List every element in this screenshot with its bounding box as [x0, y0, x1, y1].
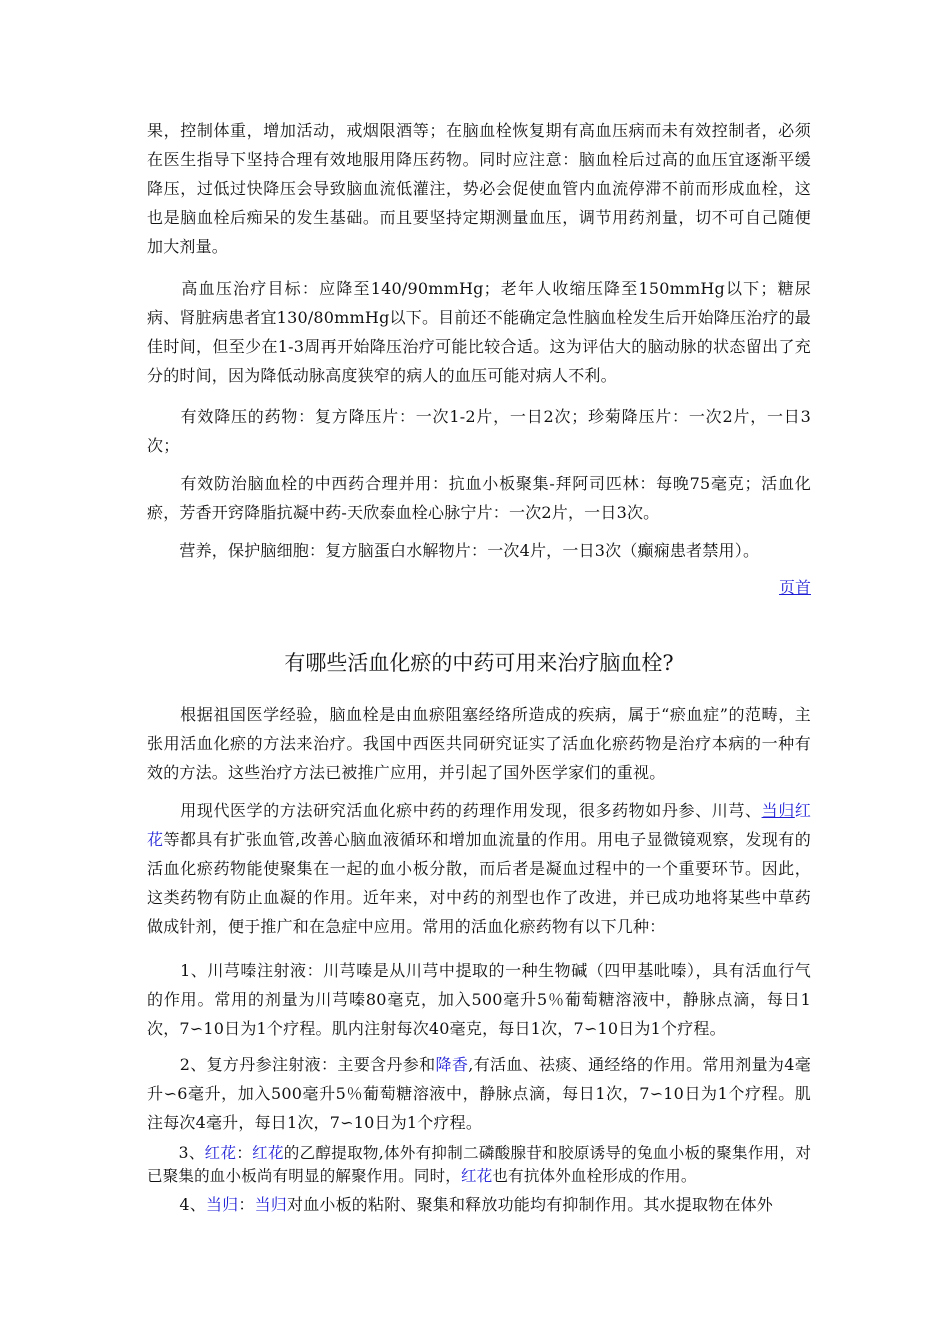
paragraph-combined-drugs: 有效防治脑血栓的中西药合理并用：抗血小板聚集-拜阿司匹林：每晚75毫克；活血化瘀，芳香开窍降脂抗凝中药-天欣泰血栓心脉宁片：一次2片，一日3次。	[147, 474, 811, 522]
paragraph-nutrition: 营养，保护脑细胞：复方脑蛋白水解物片：一次4片，一日3次（癫痫患者禁用）。	[147, 541, 760, 560]
honghua-link[interactable]: 红花	[204, 1144, 237, 1162]
section-heading: 有哪些活血化瘀的中药可用来治疗脑血栓?	[284, 651, 674, 675]
paragraph-text: 也有抗体外血栓形成的作用。	[492, 1167, 697, 1185]
paragraph-text: 用现代医学的方法研究活血化瘀中药的药理作用发现，很多药物如丹参、川芎、	[147, 801, 762, 820]
paragraph-danshen	[147, 1050, 811, 1137]
danggui-link[interactable]: 当归	[205, 1195, 239, 1214]
paragraph-text: 的乙醇提取物,体外有抑制二磷酸腺苷和胶原诱导的兔血小板的聚集作用，对已聚集的血小板尚有明显的解聚作用。同时，	[147, 1144, 812, 1185]
paragraph-text: ,有活血、祛痰、通经络的作用。常用剂量为4毫升∽6毫升，加入500毫升5％葡萄糖溶液中，静脉点滴，每日1次，7∽10日为1个疗程。肌注每次4毫升，每日1次，7∽10日为1个疗程。	[147, 1055, 811, 1132]
paragraph-bp-control: 果，控制体重，增加活动，戒烟限酒等；在脑血栓恢复期有高血压病而未有效控制者，必须在医生指导下坚持合理有效地服用降压药物。同时应注意：脑血栓后过高的血压宜逐渐平缓降压，过低过快降压会导致脑血流低灌注，势必会促使血管内血流停滞不前而形成血栓，这也是脑血栓后痴呆的发生基础。而且要坚持定期测量血压，调节用药剂量，切不可自己随便加大剂量。	[147, 121, 811, 256]
paragraph-text: ：	[238, 1195, 255, 1214]
paragraph-text: 等都具有扩张血管,改善心脑血液循环和增加血流量的作用。用电子显微镜观察，发现有的活血化瘀药物能使聚集在一起的血小板分散，而后者是凝血过程中的一个重要环节。因此，这类药物有防止血凝的作用。近年来，对中药的剂型也作了改进，并已成功地将某些中草药做成针剂，便于推广和在急症中应用。常用的活血化瘀药物有以下几种：	[147, 830, 811, 936]
paragraph-bp-drugs: 有效降压的药物：复方降压片：一次1-2片，一日2次；珍菊降压片：一次2片，一日3次；	[147, 407, 811, 455]
paragraph-text: 2、复方丹参注射液：主要含丹参和	[147, 1055, 436, 1074]
paragraph-text: ：	[236, 1144, 253, 1162]
jiangxiang-link[interactable]: 降香	[435, 1055, 469, 1074]
paragraph-chuanxiong: 1、川芎嗪注射液：川芎嗪是从川芎中提取的一种生物碱（四甲基吡嗪），具有活血行气的作用。常用的剂量为川芎嗪80毫克，加入500毫升5％葡萄糖溶液中，静脉点滴，每日1次，7∽10日为1个疗程。肌内注射每次40毫克，每日1次，7∽10日为1个疗程。	[147, 961, 811, 1038]
paragraph-text: 4、	[147, 1195, 206, 1214]
honghua-link[interactable]: 红花	[252, 1144, 284, 1162]
honghua-link[interactable]: 红花	[147, 801, 812, 849]
paragraph-honghua	[147, 1142, 811, 1188]
honghua-link[interactable]: 红花	[461, 1167, 493, 1185]
back-to-top-link[interactable]: 页首	[778, 578, 811, 597]
paragraph-pharmacology	[147, 796, 811, 941]
paragraph-danggui	[147, 1190, 811, 1219]
paragraph-intro: 根据祖国医学经验，脑血栓是由血瘀阻塞经络所造成的疾病，属于“瘀血症”的范畴，主张用活血化瘀的方法来治疗。我国中西医共同研究证实了活血化瘀药物是治疗本病的一种有效的方法。这些治疗方法已被推广应用，并引起了国外医学家们的重视。	[147, 705, 811, 782]
paragraph-text: 3、	[147, 1144, 205, 1162]
paragraph-bp-target: 高血压治疗目标：应降至140/90mmHg；老年人收缩压降至150mmHg以下；糖尿病、肾脏病患者宜130/80mmHg以下。目前还不能确定急性脑血栓发生后开始降压治疗的最佳时间，但至少在1-3周再开始降压治疗可能比较合适。这为评估大的脑动脉的状态留出了充分的时间，因为降低动脉高度狭窄的病人的血压可能对病人不利。	[147, 279, 811, 385]
danggui-link[interactable]: 当归	[254, 1195, 287, 1214]
danggui-link[interactable]: 当归	[761, 801, 795, 820]
paragraph-text: 对血小板的粘附、聚集和释放功能均有抑制作用。其水提取物在体外	[287, 1195, 774, 1214]
